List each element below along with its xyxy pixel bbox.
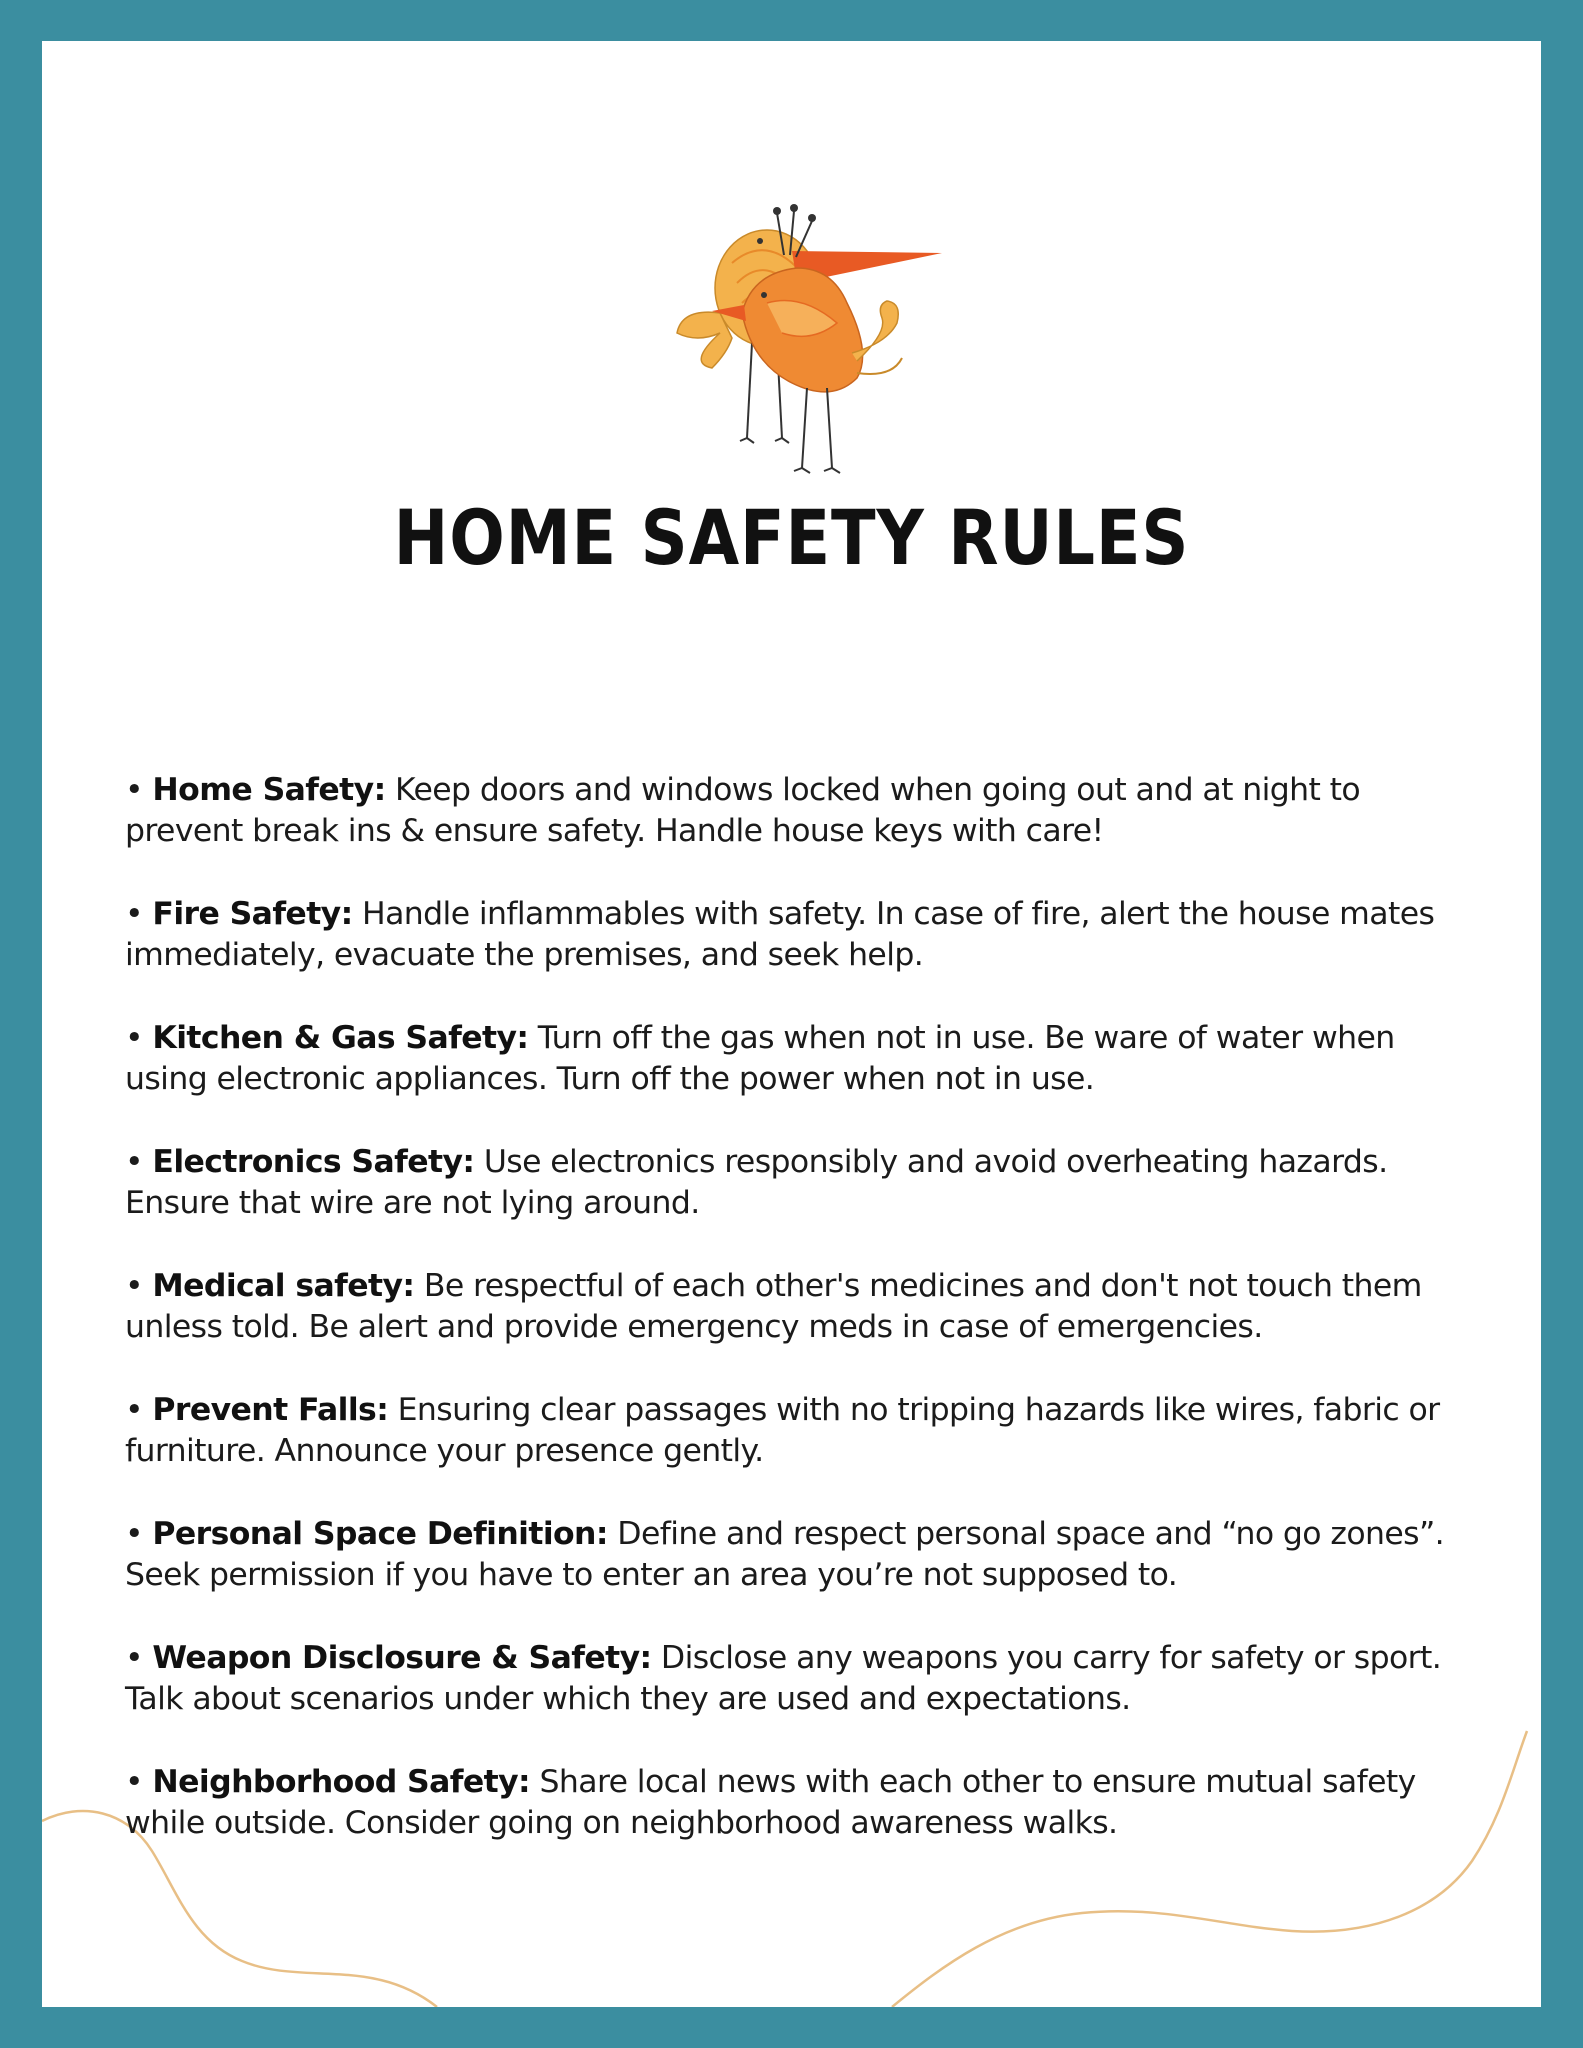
rule-label: Prevent Falls: [152, 1392, 389, 1428]
rule-text: Ensuring clear passages with no tripping hazards like wires, fabric or furniture. Announce your presence gently. [125, 1392, 1440, 1469]
bullet: • [125, 896, 143, 932]
rule-text: Define and respect personal space and “no go zones”. Seek permission if you have to enter an area you’re not supposed to. [125, 1516, 1445, 1593]
rule-medical-safety [125, 1266, 1485, 1348]
rule-fire-safety [125, 894, 1485, 976]
rule-text: Disclose any weapons you carry for safety or sport. Talk about scenarios under which they are used and expectations. [125, 1640, 1442, 1717]
rule-text: Keep doors and windows locked when going out and at night to prevent break ins & ensure safety. Handle house keys with care! [125, 772, 1361, 849]
safety-rules-list [125, 770, 1485, 1886]
rule-text: Handle inflammables with safety. In case of fire, alert the house mates immediately, evacuate the premises, and seek help. [125, 896, 1435, 973]
bullet: • [125, 1392, 143, 1428]
bullet: • [125, 1144, 143, 1180]
rule-label: Personal Space Definition: [152, 1516, 608, 1552]
rule-weapon-disclosure [125, 1638, 1485, 1720]
bullet: • [125, 772, 143, 808]
rule-text: Be respectful of each other's medicines and don't not touch them unless told. Be alert and provide emergency meds in case of emergencies. [125, 1268, 1422, 1345]
rule-personal-space [125, 1514, 1485, 1596]
bullet: • [125, 1020, 143, 1056]
rule-label: Neighborhood Safety: [152, 1764, 531, 1800]
rule-home-safety [125, 770, 1485, 852]
rule-kitchen-gas-safety [125, 1018, 1485, 1100]
rule-neighborhood-safety [125, 1762, 1485, 1844]
document-sheet [42, 41, 1541, 2007]
rule-text: Use electronics responsibly and avoid overheating hazards. Ensure that wire are not lying around. [125, 1144, 1388, 1221]
bullet: • [125, 1516, 143, 1552]
rule-electronics-safety [125, 1142, 1485, 1224]
rule-label: Medical safety: [152, 1268, 415, 1304]
bullet: • [125, 1640, 143, 1676]
rule-text: Turn off the gas when not in use. Be ware of water when using electronic appliances. Turn off the power when not in use. [125, 1020, 1395, 1097]
bullet: • [125, 1268, 143, 1304]
rule-label: Home Safety: [152, 772, 386, 808]
rule-prevent-falls [125, 1390, 1485, 1472]
rule-label: Electronics Safety: [152, 1144, 475, 1180]
rule-label: Fire Safety: [152, 896, 353, 932]
rule-label: Weapon Disclosure & Safety: [152, 1640, 652, 1676]
rule-text: Share local news with each other to ensure mutual safety while outside. Consider going on neighborhood awareness walks. [125, 1764, 1416, 1841]
rule-label: Kitchen & Gas Safety: [152, 1020, 529, 1056]
bullet: • [125, 1764, 143, 1800]
page-title: HOME SAFETY RULES [393, 493, 1190, 582]
two-birds-icon [672, 193, 952, 483]
